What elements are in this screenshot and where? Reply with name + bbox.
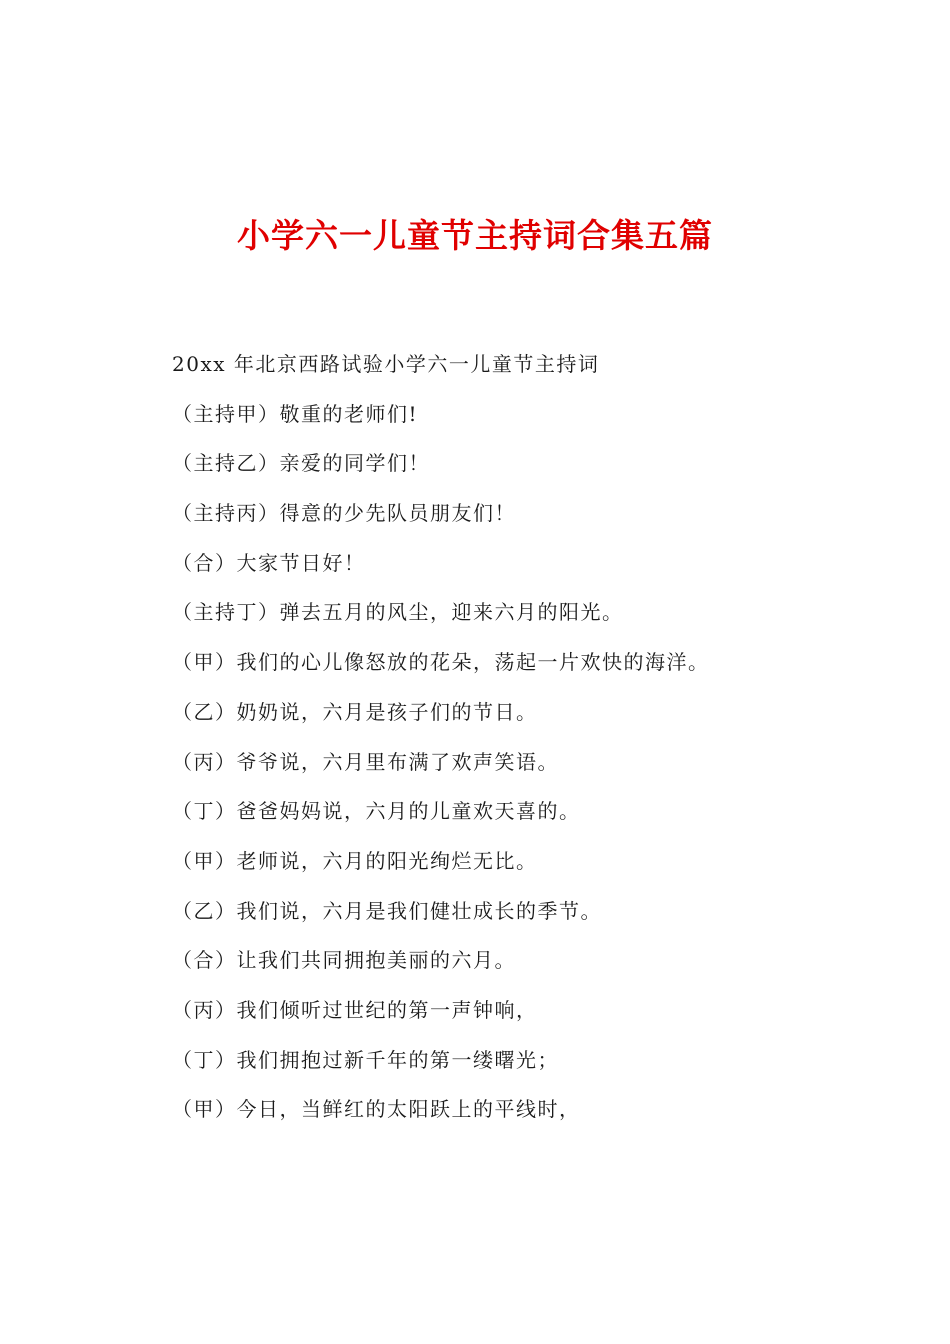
paragraph: （甲）老师说，六月的阳光绚烂无比。: [172, 848, 538, 873]
paragraph: （乙）我们说，六月是我们健壮成长的季节。: [172, 898, 602, 923]
document-body: [172, 340, 852, 1135]
paragraph: （丁）爸爸妈妈说，六月的儿童欢天喜的。: [172, 799, 581, 824]
paragraph: （丙）我们倾听过世纪的第一声钟响，: [172, 997, 538, 1022]
paragraph: （甲）今日，当鲜红的太阳跃上的平线时，: [172, 1097, 581, 1122]
document-title: 小学六一儿童节主持词合集五篇: [237, 216, 713, 255]
paragraph: （主持丁）弹去五月的风尘，迎来六月的阳光。: [172, 600, 624, 625]
paragraph: （合）大家节日好！: [172, 550, 366, 575]
paragraph: （主持丙）得意的少先队员朋友们！: [172, 501, 516, 526]
paragraph: （乙）奶奶说，六月是孩子们的节日。: [172, 699, 538, 724]
paragraph: （丁）我们拥抱过新千年的第一缕曙光；: [172, 1047, 559, 1072]
paragraph: （合）让我们共同拥抱美丽的六月。: [172, 948, 516, 973]
paragraph: （主持甲）敬重的老师们!: [172, 401, 419, 426]
paragraph: （甲）我们的心儿像怒放的花朵，荡起一片欢快的海洋。: [172, 650, 710, 675]
paragraph: （丙）爷爷说，六月里布满了欢声笑语。: [172, 749, 559, 774]
paragraph: （主持乙）亲爱的同学们！: [172, 451, 430, 476]
paragraph: 20xx 年北京西路试验小学六一儿童节主持词: [172, 352, 600, 376]
